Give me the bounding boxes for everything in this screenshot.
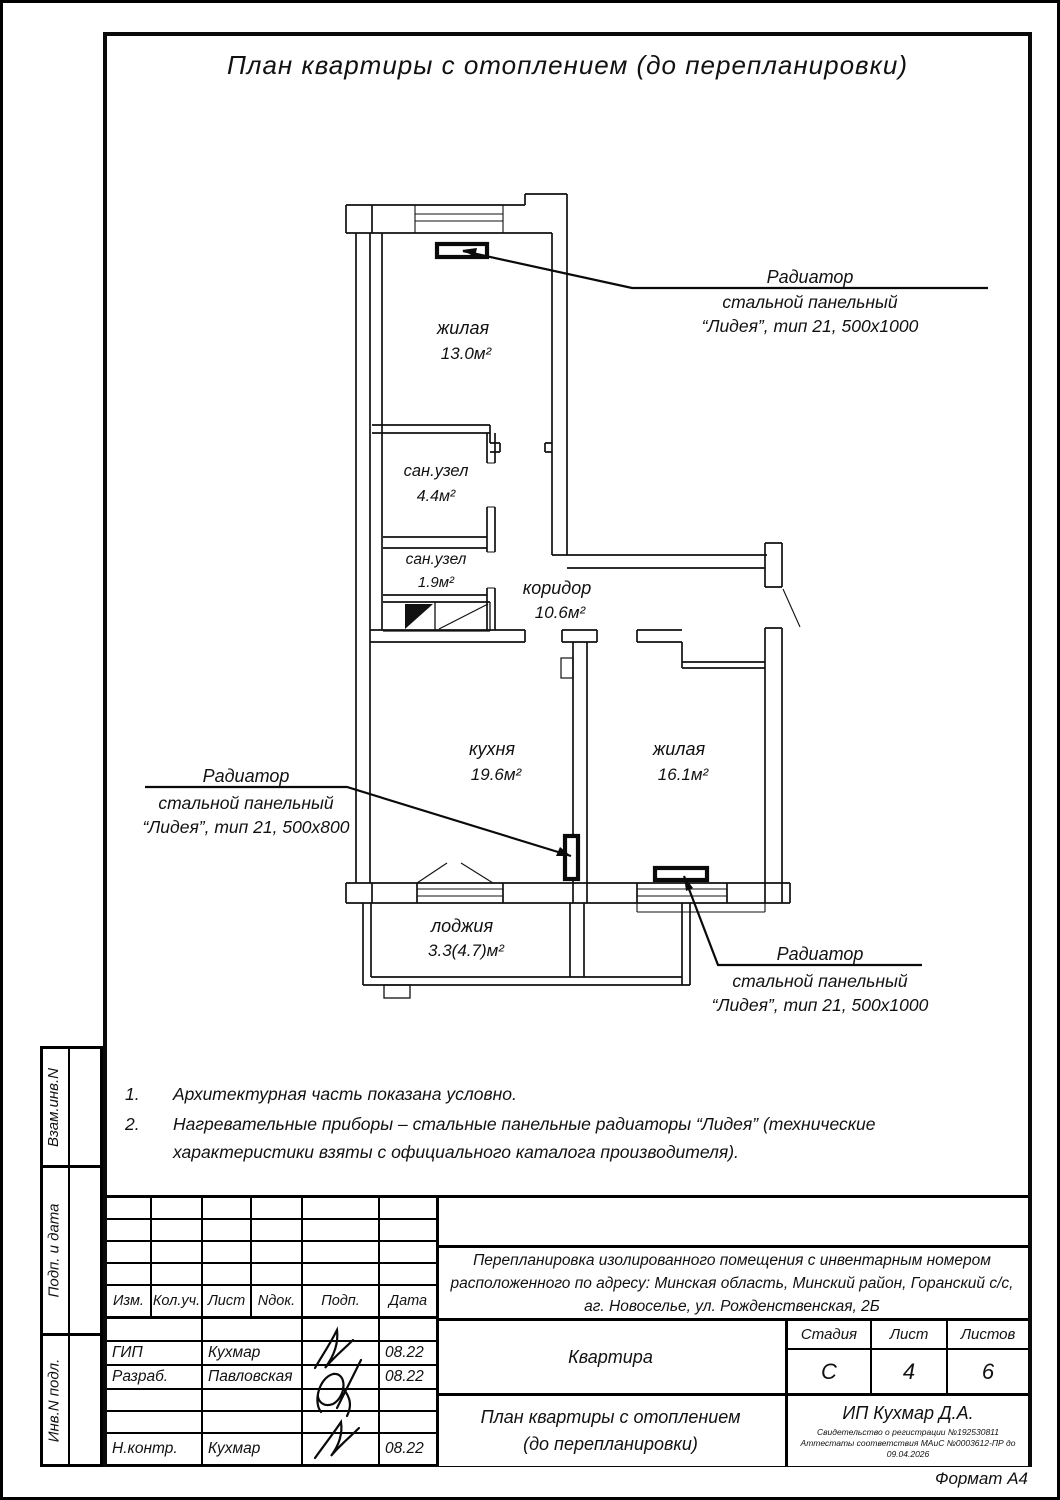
revision-header-row [107,1286,436,1319]
note-number: 2. [125,1114,140,1134]
sidebar-divider [68,1168,70,1333]
sign-name: Кухмар [203,1342,303,1366]
company-cell [788,1396,1028,1466]
note-text: Нагревательные приборы – стальные панельные радиаторы “Лидея” (технические характеристики взяты с официального каталога производителя). [173,1114,876,1162]
sheets-value: 6 [948,1350,1028,1396]
room-area: 3.3(4.7)м² [428,941,504,960]
callout-bottom-line2: стальной панельный [732,971,908,991]
callout-top-line1: Радиатор [766,267,854,287]
room-area: 16.1м² [657,765,709,784]
sign-role: Разраб. [107,1366,203,1390]
room-area: 10.6м² [534,603,586,622]
note-item [125,1110,997,1166]
sign-role: Н.контр. [107,1434,203,1466]
room-label: лоджия [430,916,494,936]
col-ndok: Nдок. [252,1286,303,1316]
format-label: Формат А4 [934,1469,1028,1488]
project-line2: расположенного по адресу: Минская область, Минский район, Горанский с/с, [450,1274,1014,1292]
stage-value: С [788,1350,872,1396]
sign-row-empty [107,1390,436,1412]
sidebar-label: Взам.инв.N [45,1067,62,1147]
room-label: кухня [468,739,516,759]
page-title: План квартиры с отоплением (до перепланировки) [226,50,909,80]
note-text: Архитектурная часть показана условно. [173,1084,517,1104]
sign-date: 08.22 [380,1366,436,1390]
room-area: 13.0м² [440,344,492,363]
callout-top-line2: стальной панельный [722,292,898,312]
sidebar-label: Инв.N подл. [45,1358,62,1442]
sheet-value: 4 [872,1350,948,1396]
project-line1: Перепланировка изолированного помещения с инвентарным номером [473,1251,991,1269]
sign-row-gip [107,1342,436,1366]
room-label: сан.узел [405,551,467,568]
title-block [107,1195,1028,1466]
sign-name: Павловская [203,1366,303,1390]
sign-row-nkontr [107,1434,436,1466]
company-name: ИП Кухмар Д.А. [842,1402,974,1423]
vent-shaft-symbol [405,604,488,629]
sign-row-empty [107,1412,436,1434]
room-area: 19.6м² [470,765,522,784]
room-label: сан.узел [403,462,469,480]
callout-left-line3: “Лидея”, тип 21, 500x800 [142,817,350,837]
note-number: 1. [125,1084,140,1104]
sign-name: Кухмар [203,1434,303,1466]
sign-row-empty [107,1316,436,1342]
radiators [437,244,707,880]
drawing-title-line2: (до перепланировки) [523,1434,698,1454]
project-description [436,1248,1028,1321]
leader-arrowheads [462,248,693,891]
callout-left-line1: Радиатор [202,766,290,786]
radiator-room16 [655,868,707,880]
notes-list [125,1080,997,1168]
callout-bottom-line1: Радиатор [776,944,864,964]
room-label: жилая [652,739,706,759]
project-line3: аг. Новоселье, ул. Рожденственская, 2Б [584,1297,880,1315]
object-name: Квартира [436,1321,788,1396]
company-cert2: Аттестаты соответствия МАиС №0003612-ПР до 09.04.2026 [800,1437,1016,1459]
title-block-right [436,1198,1028,1466]
title-block-left-table [107,1198,439,1466]
col-koluch: Кол.уч. [152,1286,203,1316]
floor-plan [103,120,1029,1040]
sign-signature-cell [303,1342,380,1366]
note-item [125,1080,997,1108]
sheets-label: Листов [948,1321,1028,1350]
room-label: коридор [522,578,592,598]
room-area: 1.9м² [417,574,455,591]
stage-label: Стадия [788,1321,872,1350]
drawing-title [436,1396,788,1466]
callout-left-line2: стальной панельный [158,793,334,813]
sidebar-divider [68,1049,70,1165]
sidebar-box-vzam [40,1046,103,1168]
sidebar-box-podp [40,1165,103,1336]
sign-role: ГИП [107,1342,203,1366]
col-data: Дата [388,1293,428,1309]
sidebar-box-inv [40,1333,103,1467]
drawing-title-line1: План квартиры с отоплением [480,1407,741,1427]
col-list: Лист [203,1286,252,1316]
room-label: жилая [436,318,490,338]
callout-bottom-line3: “Лидея”, тип 21, 500x1000 [711,995,929,1015]
sign-row-razrab [107,1366,436,1390]
sidebar-label: Подп. и дата [45,1203,62,1298]
sidebar-divider [68,1336,70,1464]
col-izm: Изм. [107,1286,152,1316]
col-podp: Подп. [303,1286,380,1316]
doc-code-cell [436,1198,1028,1248]
revision-grid [107,1198,436,1286]
sign-signature-cell [303,1366,380,1390]
sheet-label: Лист [872,1321,948,1350]
sign-signature-cell [303,1434,380,1466]
radiator-kitchen [565,836,578,879]
sign-date: 08.22 [380,1342,436,1366]
sign-date: 08.22 [380,1434,436,1466]
room-area: 4.4м² [416,488,456,505]
company-cert1: Свидетельство о регистрации №192530811 [816,1426,1000,1437]
callout-top-line3: “Лидея”, тип 21, 500x1000 [701,316,919,336]
